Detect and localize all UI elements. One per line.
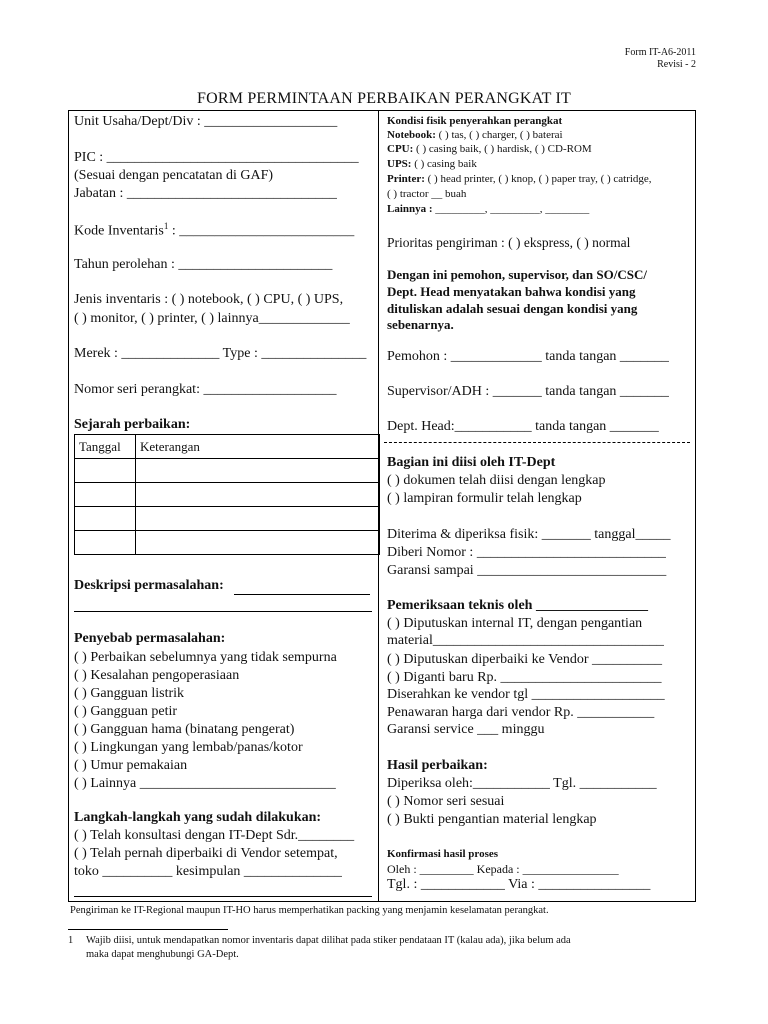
- unit-field[interactable]: Unit Usaha/Dept/Div : ___________________: [74, 114, 338, 129]
- form-revision: Revisi - 2: [657, 59, 696, 70]
- penyebab-item[interactable]: ( ) Kesalahan pengoperasiaan: [74, 668, 240, 683]
- dashed-separator: [384, 442, 690, 443]
- notebook-opts: ( ) tas, ( ) charger, ( ) baterai: [435, 129, 563, 141]
- printer-options-2[interactable]: ( ) tractor __ buah: [387, 188, 467, 200]
- deskripsi-heading: Deskripsi permasalahan:: [74, 578, 224, 593]
- kode-blank: : _________________________: [168, 223, 355, 239]
- table-row[interactable]: [75, 483, 380, 507]
- ups-label: UPS:: [387, 158, 412, 170]
- langkah-blank[interactable]: [74, 896, 372, 897]
- table-row[interactable]: [75, 507, 380, 531]
- footnote-separator: [68, 929, 228, 930]
- konfirmasi-heading: Konfirmasi hasil proses: [387, 848, 499, 860]
- dokumen-check[interactable]: ( ) dokumen telah diisi dengan lengkap: [387, 473, 606, 488]
- garansi-service-field[interactable]: Garansi service ___ minggu: [387, 722, 545, 737]
- langkah-item-1[interactable]: ( ) Telah konsultasi dengan IT-Dept Sdr.________: [74, 828, 355, 843]
- penyebab-item[interactable]: ( ) Lingkungan yang lembab/panas/kotor: [74, 740, 303, 755]
- kondisi-heading: Kondisi fisik penyerahkan perangkat: [387, 115, 563, 127]
- statement-line-4: sebenarnya.: [387, 317, 454, 332]
- supervisor-field[interactable]: Supervisor/ADH : _______ tanda tangan _______: [387, 384, 669, 399]
- tahun-field[interactable]: Tahun perolehan : ______________________: [74, 257, 333, 272]
- col-tanggal: Tanggal: [75, 435, 136, 459]
- merek-type-field[interactable]: Merek : ______________ Type : _______________: [74, 346, 367, 361]
- footnote-number: 1: [68, 935, 74, 946]
- diberi-nomor-field[interactable]: Diberi Nomor : ___________________________: [387, 545, 666, 560]
- langkah-heading: Langkah-langkah yang sudah dilakukan:: [74, 810, 322, 825]
- printer-opts: ( ) head printer, ( ) knop, ( ) paper tray, ( ) catridge,: [424, 173, 652, 185]
- footnote-ref: 1: [163, 221, 169, 231]
- cpu-label: CPU:: [387, 143, 414, 155]
- diputuskan-internal[interactable]: ( ) Diputuskan internal IT, dengan pengantian: [387, 616, 643, 631]
- deskripsi-blank-2[interactable]: [74, 611, 372, 612]
- penyebab-item[interactable]: ( ) Umur pemakaian: [74, 758, 188, 773]
- penyebab-item[interactable]: ( ) Gangguan listrik: [74, 686, 185, 701]
- prioritas-field[interactable]: Prioritas pengiriman : ( ) ekspress, ( ) normal: [387, 235, 631, 250]
- pic-field[interactable]: PIC : ____________________________________: [74, 150, 359, 165]
- table-row[interactable]: [75, 459, 380, 483]
- jenis-line-1[interactable]: Jenis inventaris : ( ) notebook, ( ) CPU, ( ) UPS,: [74, 292, 344, 307]
- printer-label: Printer:: [387, 173, 425, 185]
- statement-line-3: dituliskan adalah sesuai dengan kondisi yang: [387, 301, 638, 316]
- oleh-kepada-field[interactable]: Oleh : _________ Kepada : ________________: [387, 862, 619, 876]
- cpu-opts: ( ) casing baik, ( ) hardisk, ( ) CD-ROM: [413, 143, 592, 155]
- penyebab-item[interactable]: ( ) Gangguan hama (binatang pengerat): [74, 722, 295, 737]
- notebook-options[interactable]: [387, 129, 563, 141]
- form-header: [625, 47, 696, 71]
- lampiran-check[interactable]: ( ) lampiran formulir telah lengkap: [387, 491, 582, 506]
- penyebab-item[interactable]: ( ) Lainnya ____________________________: [74, 776, 336, 791]
- pemohon-field[interactable]: Pemohon : _____________ tanda tangan _______: [387, 349, 669, 364]
- ups-opts: ( ) casing baik: [411, 158, 477, 170]
- penyebab-item[interactable]: ( ) Gangguan petir: [74, 704, 178, 719]
- statement-line-1: Dengan ini pemohon, supervisor, dan SO/CSC/: [387, 267, 647, 282]
- col-keterangan: Keterangan: [136, 435, 380, 459]
- form-title: FORM PERMINTAAN PERBAIKAN PERANGKAT IT: [196, 90, 572, 107]
- penyebab-heading: Penyebab permasalahan:: [74, 631, 226, 646]
- table-row[interactable]: [75, 531, 380, 555]
- hasil-heading: Hasil perbaikan:: [387, 758, 488, 773]
- lainnya-label: Lainnya :: [387, 203, 433, 215]
- jenis-line-2[interactable]: ( ) monitor, ( ) printer, ( ) lainnya_____________: [74, 311, 350, 326]
- packing-note: Pengiriman ke IT-Regional maupun IT-HO harus memperhatikan packing yang menjamin keselamatan perangkat.: [70, 905, 549, 916]
- cpu-options[interactable]: [387, 143, 592, 155]
- sejarah-heading: Sejarah perbaikan:: [74, 417, 191, 432]
- diserahkan-field[interactable]: Diserahkan ke vendor tgl ___________________: [387, 687, 665, 702]
- langkah-item-2[interactable]: ( ) Telah pernah diperbaiki di Vendor setempat,: [74, 846, 338, 861]
- penawaran-field[interactable]: Penawaran harga dari vendor Rp. ___________: [387, 705, 655, 720]
- statement-line-2: Dept. Head menyatakan bahwa kondisi yang: [387, 284, 636, 299]
- lainnya-opts: _________, _________, ________: [432, 203, 590, 215]
- pemeriksaan-heading[interactable]: Pemeriksaan teknis oleh ________________: [387, 598, 648, 613]
- kode-inventaris-field[interactable]: [74, 221, 354, 240]
- garansi-sampai-field[interactable]: Garansi sampai ___________________________: [387, 563, 667, 578]
- diterima-field[interactable]: Diterima & diperiksa fisik: _______ tanggal_____: [387, 527, 671, 542]
- diganti-field[interactable]: ( ) Diganti baru Rp. _______________________: [387, 670, 662, 685]
- material-field[interactable]: material_________________________________: [387, 633, 664, 648]
- history-table: [74, 434, 380, 555]
- langkah-item-3[interactable]: toko __________ kesimpulan ______________: [74, 864, 342, 879]
- it-section-heading: Bagian ini diisi oleh IT-Dept: [387, 455, 556, 470]
- footnote-line-1: Wajib diisi, untuk mendapatkan nomor inventaris dapat dilihat pada stiker pendataan IT (kalau ada), jika belum ada: [86, 935, 571, 946]
- bukti-check[interactable]: ( ) Bukti pengantian material lengkap: [387, 812, 597, 827]
- tgl-via-field[interactable]: Tgl. : ____________ Via : ________________: [387, 877, 651, 892]
- deskripsi-blank-1[interactable]: [234, 594, 370, 595]
- kode-label: Kode Inventaris: [74, 223, 164, 239]
- diputuskan-vendor[interactable]: ( ) Diputuskan diperbaiki ke Vendor __________: [387, 652, 663, 667]
- form-code: Form IT-A6-2011: [624, 47, 696, 58]
- nomor-seri-field[interactable]: Nomor seri perangkat: ___________________: [74, 382, 337, 397]
- nomor-sesuai-check[interactable]: ( ) Nomor seri sesuai: [387, 794, 505, 809]
- notebook-label: Notebook:: [387, 129, 436, 141]
- penyebab-item[interactable]: ( ) Perbaikan sebelumnya yang tidak sempurna: [74, 650, 337, 665]
- lainnya-options[interactable]: [387, 203, 589, 215]
- jabatan-field[interactable]: Jabatan : ______________________________: [74, 186, 337, 201]
- ups-options[interactable]: [387, 158, 477, 170]
- diperiksa-field[interactable]: Diperiksa oleh:___________ Tgl. ___________: [387, 776, 657, 791]
- pic-note: (Sesuai dengan pencatatan di GAF): [74, 168, 274, 183]
- footnote-line-2: maka dapat menghubungi GA-Dept.: [86, 949, 239, 960]
- table-header-row: [75, 435, 380, 459]
- printer-options[interactable]: [387, 173, 652, 185]
- depthead-field[interactable]: Dept. Head:___________ tanda tangan _______: [387, 419, 659, 434]
